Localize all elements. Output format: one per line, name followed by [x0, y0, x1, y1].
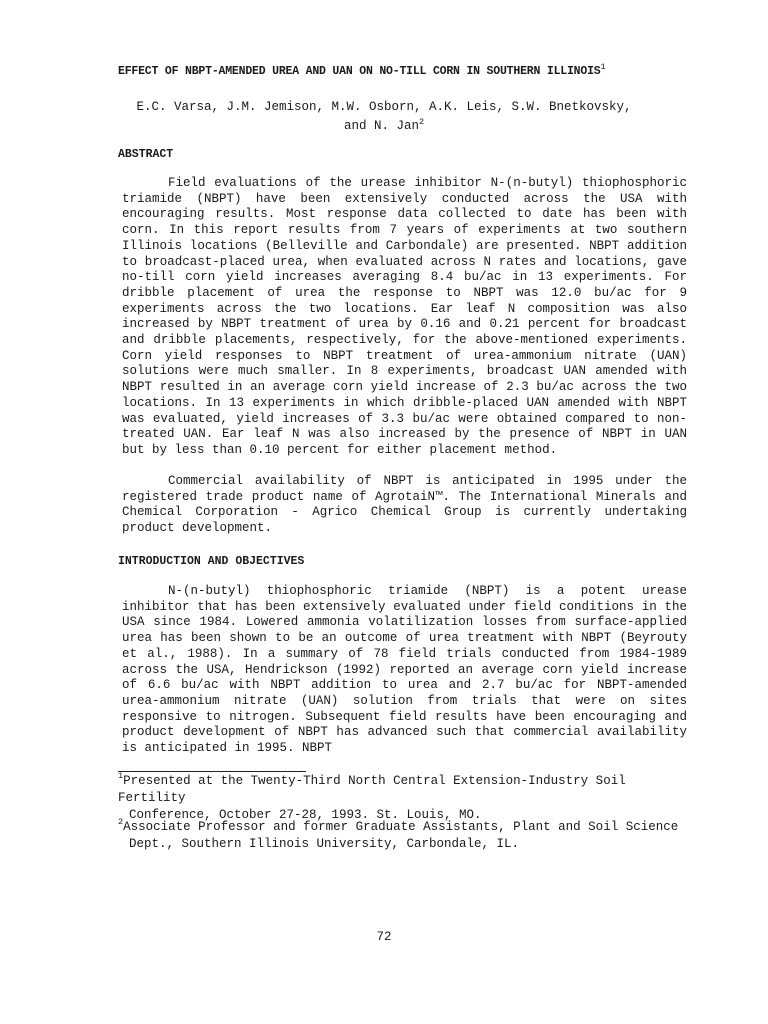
footnote-2-line-2: Dept., Southern Illinois University, Carbondale, IL.	[129, 837, 520, 851]
page-number: 72	[376, 930, 392, 944]
footnote-1-mark: 1	[118, 771, 124, 781]
footnote-2-line-1-text: Associate Professor and former Graduate Assistants, Plant and Soil Science	[123, 820, 679, 834]
authors-footnote-ref: 2	[418, 117, 425, 127]
footnote-2-mark: 2	[118, 817, 124, 827]
footnote-1-line-1	[118, 773, 693, 807]
authors-line-2	[0, 117, 768, 133]
title-footnote-ref: 1	[600, 62, 606, 72]
footnote-divider	[118, 771, 306, 772]
abstract-heading: ABSTRACT	[118, 148, 174, 161]
footnote-1	[118, 773, 693, 824]
footnote-2	[118, 819, 693, 853]
abstract-paragraph-1	[122, 176, 687, 459]
abstract-paragraph-1-text: Field evaluations of the urease inhibitor N-(n-butyl) thiophosphoric triamide (NBPT) have been extensively conducted across the USA with encouraging results. Most response data collected to date has been with corn. In this report results from 7 years of experiments at two southern Illinois locations (Belleville and Carbondale) are presented. NBPT addition to broadcast-placed urea, when evaluated across N rates and locations, gave no-till corn yield increases averaging 8.4 bu/ac in 13 experiments. For dribble placement of urea the response to NBPT was 12.0 bu/ac for 9 experiments across the two locations. Ear leaf N composition was also increased by NBPT treatment of urea by 0.16 and 0.21 percent for broadcast and dribble placements, respectively, for the above-mentioned experiments. Corn yield responses to NBPT treatment of urea-ammonium nitrate (UAN) solutions were much smaller. In 8 experiments, broadcast UAN amended with NBPT resulted in an average corn yield increase of 2.3 bu/ac across the two locations. In 13 experiments in which dribble-placed UAN amended with NBPT was evaluated, yield increases of 3.3 bu/ac were obtained compared to non-treated UAN. Ear leaf N was also increased by the presence of NBPT in UAN but by less than 0.10 percent for either placement method.	[122, 176, 687, 457]
introduction-paragraph-1	[122, 584, 687, 757]
abstract-paragraph-2	[122, 474, 687, 537]
abstract-paragraph-2-text: Commercial availability of NBPT is anticipated in 1995 under the registered trade product name of AgrotaiN™. The International Minerals and Chemical Corporation - Agrico Chemical Group is currently undertaking product development.	[122, 474, 687, 536]
authors-line-1: E.C. Varsa, J.M. Jemison, M.W. Osborn, A.K. Leis, S.W. Bnetkovsky,	[136, 100, 632, 114]
footnote-1-line-2: Conference, October 27-28, 1993. St. Louis, MO.	[129, 808, 482, 822]
authors-line-2-text: and N. Jan	[343, 119, 419, 134]
footnote-2-line-1	[118, 819, 693, 836]
footnote-1-line-1-text: Presented at the Twenty-Third North Central Extension-Industry Soil Fertility	[118, 774, 626, 805]
title-text: EFFECT OF NBPT-AMENDED UREA AND UAN ON NO-TILL CORN IN SOUTHERN ILLINOIS	[118, 64, 601, 78]
introduction-heading: INTRODUCTION AND OBJECTIVES	[118, 555, 305, 568]
introduction-paragraph-1-text: N-(n-butyl) thiophosphoric triamide (NBPT) is a potent urease inhibitor that has been extensively evaluated under field conditions in the USA since 1984. Lowered ammonia volatilization losses from surface-applied urea has been shown to be an outcome of urea treatment with NBPT (Beyrouty et al., 1988). In a summary of 78 field trials conducted from 1984-1989 across the USA, Hendrickson (1992) reported an average corn yield increase of 6.6 bu/ac with NBPT addition to urea and 2.7 bu/ac for NBPT-amended urea-ammonium nitrate (UAN) solution from trials that were on sites responsive to nitrogen. Subsequent field results have been encouraging and product development of NBPT has advanced such that commercial availability is anticipated in 1995. NBPT	[122, 584, 687, 756]
paper-title	[118, 62, 605, 78]
